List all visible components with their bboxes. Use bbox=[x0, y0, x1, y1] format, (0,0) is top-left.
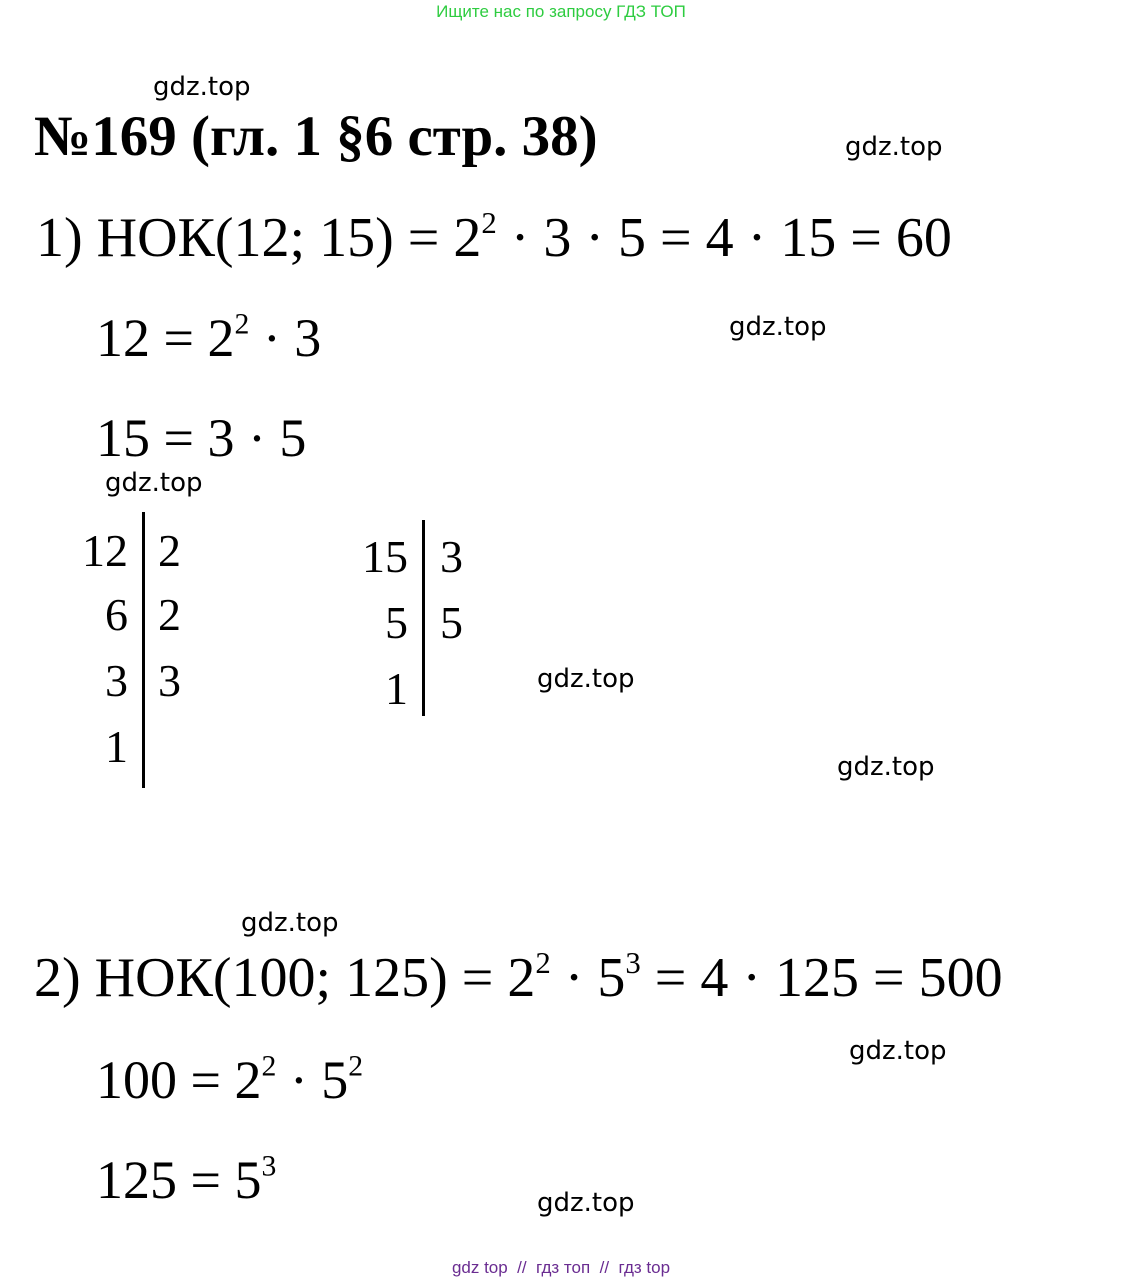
factorization-12 bbox=[96, 306, 321, 370]
exponent: 2 bbox=[481, 205, 497, 240]
exponent: 2 bbox=[234, 308, 250, 341]
exponent: 2 bbox=[348, 1050, 364, 1083]
watermark: gdz.top bbox=[153, 72, 251, 102]
footer-links bbox=[0, 1256, 1122, 1280]
watermark: gdz.top bbox=[837, 752, 935, 782]
eq-text: · 3 bbox=[249, 308, 322, 368]
exponent: 3 bbox=[625, 945, 641, 980]
eq-text: 2) НОК(100; 125) = 2 bbox=[34, 947, 536, 1009]
watermark: gdz.top bbox=[729, 312, 827, 342]
lcm-equation-2 bbox=[34, 946, 1003, 1010]
dividend: 3 bbox=[105, 655, 128, 706]
prime-factor: 2 bbox=[158, 589, 181, 640]
dividend: 5 bbox=[385, 597, 408, 648]
watermark: gdz.top bbox=[845, 132, 943, 162]
dividend: 1 bbox=[385, 663, 408, 714]
factorization-100 bbox=[96, 1048, 363, 1112]
watermark: gdz.top bbox=[537, 664, 635, 694]
exponent: 2 bbox=[261, 1050, 277, 1083]
division-table-12 bbox=[72, 524, 202, 794]
division-table-15 bbox=[352, 530, 482, 730]
division-line bbox=[422, 520, 425, 716]
watermark: gdz.top bbox=[849, 1036, 947, 1066]
eq-text: · 5 bbox=[276, 1050, 349, 1110]
problem-title: №169 (гл. 1 §6 стр. 38) bbox=[34, 105, 598, 168]
dividend: 12 bbox=[82, 525, 128, 576]
top-banner: Ищите нас по запросу ГДЗ ТОП bbox=[436, 2, 686, 21]
exponent: 3 bbox=[261, 1150, 277, 1183]
eq-text: 12 = 2 bbox=[96, 308, 235, 368]
watermark: gdz.top bbox=[537, 1188, 635, 1218]
watermark: gdz.top bbox=[241, 908, 339, 938]
eq-text: 1) НОК(12; 15) = 2 bbox=[36, 207, 482, 269]
prime-factor: 3 bbox=[440, 531, 463, 582]
eq-text: 100 = 2 bbox=[96, 1050, 262, 1110]
exponent: 2 bbox=[535, 945, 551, 980]
footer-text: gdz top // гдз топ // гдз top bbox=[451, 1258, 671, 1277]
division-line bbox=[142, 512, 145, 788]
prime-factor: 5 bbox=[440, 597, 463, 648]
prime-factor: 3 bbox=[158, 655, 181, 706]
dividend: 1 bbox=[105, 721, 128, 772]
eq-text: = 4 · 125 = 500 bbox=[640, 947, 1003, 1009]
eq-text: · 5 bbox=[550, 947, 626, 1009]
eq-text: · 3 · 5 = 4 · 15 = 60 bbox=[496, 207, 952, 269]
dividend: 15 bbox=[362, 531, 408, 582]
prime-factor: 2 bbox=[158, 525, 181, 576]
factorization-15 bbox=[96, 406, 306, 470]
lcm-equation-1 bbox=[36, 206, 952, 270]
eq-text: 15 = 3 · 5 bbox=[96, 408, 307, 468]
watermark: gdz.top bbox=[105, 468, 203, 498]
factorization-125 bbox=[96, 1148, 276, 1212]
dividend: 6 bbox=[105, 589, 128, 640]
eq-text: 125 = 5 bbox=[96, 1150, 262, 1210]
